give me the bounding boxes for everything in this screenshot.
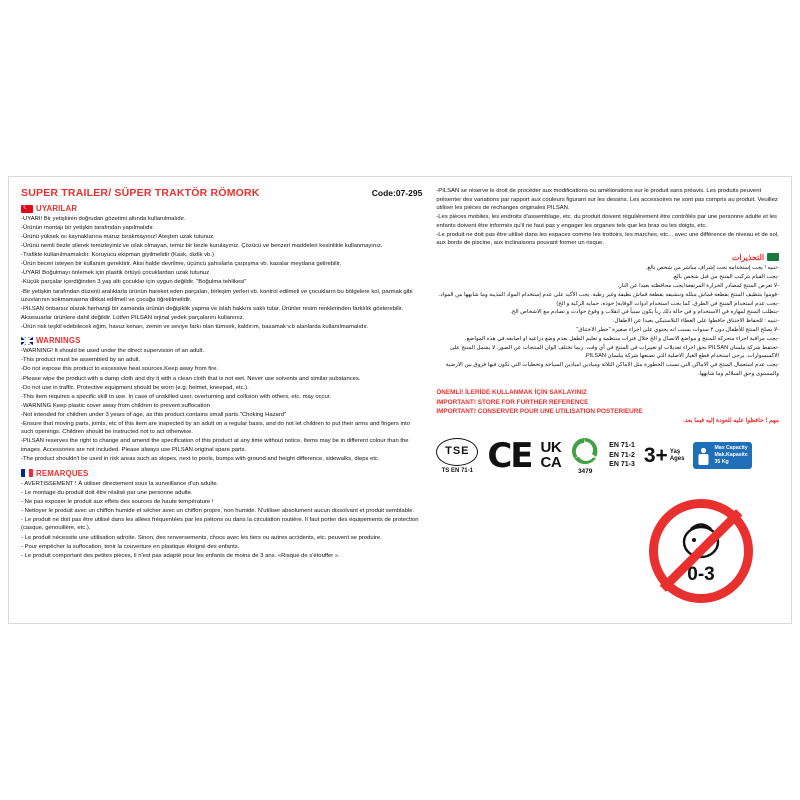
list-item: - Le produit nécessite une utilisation adroite. Sinon, des renversements, chocs avec les tiers ou autres accidents, etc. peuvent se produire. bbox=[21, 534, 382, 541]
gb-flag-icon bbox=[21, 337, 33, 345]
list-item: -UYARI Boğulmayı önlemek için plastik örtüyü çocuklardan uzak tutunuz bbox=[21, 270, 210, 277]
section-title-en: WARNINGS bbox=[36, 336, 81, 346]
list-item: -This item requires a specific skill to use. In case of unskilled user, overturning and collision with others, etc. may occur. bbox=[21, 393, 332, 400]
section-body-fr-continued bbox=[436, 187, 779, 248]
list-item: -لا يصلح المنتج للأطفال دون ٣ سنوات بسبب انه يحتوي على اجزاء صغيرة "خطر الاختناق" bbox=[576, 327, 779, 334]
ukca-mark-icon bbox=[541, 441, 562, 470]
list-item: -UYARI! Bir yetişkinin doğrudan gözetimi altında kullanılmalıdır. bbox=[21, 216, 186, 222]
list-item: -PILSAN se réserve le droit de procéder aux modifications ou améliorations sur le produit sans préavis. Les produits peuvent présenter des variations par rapport aux couleurs figurant sur les dessins. Les accessoires ne sont pas compris au produit. Veuillez utiliser les pièces de rechanges originales PILSAN. bbox=[436, 188, 778, 212]
capacity-value: 35 Kg bbox=[714, 458, 729, 465]
keep-note-ar: مهم ! حافظوا عليه للعودة إليه فيما بعد. bbox=[683, 417, 779, 424]
list-item: - Le produit ne doit pas être utilisé dans les allées fréquentées par les piétons ou dans la circulation routière. Il faut porter des équipements de protection (casque, genouillère, etc.). bbox=[21, 516, 419, 532]
list-item: -WARNING! It should be used under the direct supervision of an adult. bbox=[21, 348, 205, 355]
age-word-en: Ages bbox=[669, 455, 685, 462]
section-header-fr bbox=[21, 469, 422, 478]
right-column bbox=[430, 187, 779, 617]
standard-item: EN 71-2 bbox=[609, 451, 635, 459]
recycle-number: 3479 bbox=[577, 467, 593, 475]
product-code: Code:07-295 bbox=[371, 188, 423, 198]
ukca-line1: UK bbox=[540, 439, 562, 457]
section-body-ar bbox=[436, 264, 779, 378]
list-item: -يجب القيام بتركيب المنتج من قبل شخص بالغ. bbox=[672, 273, 779, 280]
list-item: -يجب عدم استعمال المنتج في الاماكن التي تسبب الخطورة مثل الاماكن الثلاثة وميادين اميادين السياحة وتخطيات التي تكون فيها فروق بين الارضية والمستوى وحق السلالم وما شابهها. bbox=[445, 362, 779, 377]
green-dot-recycle-icon bbox=[570, 436, 600, 476]
section-header-tr bbox=[21, 204, 422, 213]
capacity-text bbox=[714, 445, 747, 465]
list-item: -The product shouldn't be used in risk areas such as slopes, next to pools, bumps with ground and height difference, sidewalks, dieps etc. bbox=[21, 456, 380, 463]
age-word-tr: Yaş bbox=[669, 448, 681, 455]
list-item: -Ürünü yüksek ısı kaynaklarına maruz bırakmayınız! Ateşten uzak tutunuz. bbox=[21, 234, 215, 241]
capacity-line-tr: Mak.Kapasite bbox=[714, 452, 748, 459]
fr-flag-icon bbox=[21, 469, 33, 477]
list-item: - Nettoyer le produit avec un chiffon humide et sécher avec un chiffon propre, non humide. N'utiliser absolument aucun dissolvant et produit semblable. bbox=[21, 507, 415, 514]
title-row bbox=[21, 187, 422, 199]
section-body-en bbox=[21, 347, 422, 463]
keep-note-fr: IMPORTANT! CONSERVER POUR UNE UTILISATION POSTERIEURE bbox=[436, 408, 643, 416]
list-item: -Do not use in traffic. Protective equipment should be worn (e.g. helmet, kneepad, etc.). bbox=[21, 384, 249, 391]
warning-label-sheet bbox=[8, 176, 792, 624]
section-header-ar bbox=[436, 253, 779, 262]
list-item: - Ne pas exposer le produit aux effets des sources de haute température ! bbox=[21, 498, 214, 505]
list-item: -WARNING Keep plastic cover away from children to prevent suffocation bbox=[21, 402, 210, 409]
list-item: -Please wipe the product with a damp cloth and dry it with a clean cloth that is not wet. Never use solvents and similar substances. bbox=[21, 375, 361, 382]
ukca-line2: CA bbox=[540, 453, 562, 471]
list-item: - Pour empêcher la suffocation, tenir la couverture en plastique éloigné des enfants. bbox=[21, 543, 240, 550]
list-item: -Le produit ne doit pas être utilisé dans les espaces comme les trottoirs, les marches, etc... avec une différence de niveau et de sol, aux bords de piscine, aux inclinaisons pouvant former un risque. bbox=[436, 231, 779, 247]
list-item: -PILSAN reserves the right to change and amend the specification of this product at any time without notice. Items may be in different colour than the images. Accessories are not included. Please always use PILSAN original spare parts. bbox=[21, 438, 409, 453]
prohibited-age-range: 0-3 bbox=[687, 564, 715, 585]
age-number: 3+ bbox=[643, 444, 668, 468]
list-item: -تنبيه : للحفاظ الاختناق حافظوا على الغطاء البلاستيكي بعيدا عن الاطفال. bbox=[612, 318, 779, 325]
age-3-plus-icon bbox=[644, 445, 685, 466]
list-item: -Trafikte kullanılmamalıdır. Koruyucu ekipman giyilmelidir (Kask, dizlik vb.) bbox=[21, 252, 214, 259]
list-item: -يجب عدم استخدام المنتج في الطرق. كما يجب استخدام ادوات الوقاية( خوذة، حماية الركبة و الخ) bbox=[556, 300, 779, 307]
list-item: -يجب مراقبة اجزاء متحركة للمنتج و مواضع الاتصال و الخ خلال فترات منتظمة و تعليم الطفل بعدم وضع ذراعيه او اصابعه في هذه المواضع. bbox=[465, 336, 779, 343]
list-item: -This product must be assembled by an adult. bbox=[21, 357, 141, 364]
standard-item: EN 71-1 bbox=[609, 442, 635, 450]
list-item: - AVERTISSEMENT ! À utiliser directement sous la surveillance d'un adulte. bbox=[21, 480, 219, 487]
section-title-ar: التحذيرات bbox=[731, 252, 764, 262]
keep-note-tr: ÖNEMLİ! İLERİDE KULLANMAK İÇİN SAKLAYINIZ bbox=[436, 389, 587, 397]
list-item: -Ürün beceri isteyen bir kullanım gerektirir. Aksi halde devrilme, üçüncü şahıslarla çarpışma vb. kazalar meydana gelirebilir. bbox=[21, 261, 342, 268]
list-item: - Le montage du produit doit être réalisé par une personne adulte. bbox=[21, 489, 193, 496]
list-item: -لا تعرض المنتج لمصادر الحرارة المرتفعة!يجب محافظته بعيدا عن النار. bbox=[617, 282, 779, 289]
list-item: - Le produit comportant des petites pièces, il n'est pas adapté pour les enfants de moins de 3 ans. «Risque de s'étouffer ». bbox=[21, 552, 340, 559]
weight-pictogram-icon bbox=[696, 447, 711, 465]
standard-item: EN 71-3 bbox=[609, 461, 635, 469]
certification-marks-row bbox=[436, 436, 779, 476]
product-title: SUPER TRAILER/ SÜPER TRAKTÖR RÖMORK bbox=[21, 187, 260, 199]
list-item: -Not intended for children under 3 years of age, as this product contains small parts."Choking Hazard" bbox=[21, 411, 287, 418]
standards-list bbox=[609, 441, 635, 469]
section-body-fr bbox=[21, 480, 422, 561]
tse-oval-text: TSE bbox=[436, 438, 478, 466]
list-item: -Küçük parçalar içerdiğinden 3 yaş altı çocuklar için uygun değildir. "Boğulma tehlikesi" bbox=[21, 279, 247, 286]
list-item: -قوموا بتنظيف المنتج بقطعة قماش مبللة وتنشيفه بقطعة قماش نظيفة وغير رطبة. يجب الأكيد على عدم إستخدام المواد المذيبة وما شابهها من المواد. bbox=[438, 291, 779, 298]
ce-mark-icon: CE bbox=[487, 435, 532, 476]
list-item: -تنبيه ! يجب إستخدامه تحت إشراف مباشر من شخص بالغ. bbox=[645, 264, 779, 271]
left-column bbox=[21, 187, 430, 617]
section-header-en bbox=[21, 336, 422, 345]
list-item: -تحتفظ شركة بيلسان PILSAN بحق اجراء تعديلات او تغييرات في المنتج في أي وقت. ربما تختلف الوان المنتجات عن الصور. لا يشمل المنتج على الاكسسوارات. يرجى استخدام قطع الغيار الاصلية التي تصنعها شركة بيلسان PILSAN. bbox=[450, 344, 779, 360]
list-item: -Les pièces mobiles, les endroits d'assemblage, etc. du produit doivent régulièrement être contrôlés par une personne adulte et les enfants doivent être informés qu'il ne faut pas y engager les organes tels que les bras ou les doigts, etc. bbox=[436, 214, 778, 229]
section-body-tr bbox=[21, 215, 422, 331]
section-title-fr: REMARQUES bbox=[36, 468, 89, 478]
list-item: -يتطلب المنتج لمهارة في الاستخدام و في حالة ذلك رباً يكون سبباً في انقلاب و وقوع حوادث و تصادم مع الاشخاص الخ. bbox=[510, 309, 779, 316]
no-children-under-three-icon bbox=[649, 499, 753, 603]
arabic-block bbox=[436, 253, 779, 378]
section-title-tr: UYARILAR bbox=[36, 204, 78, 213]
label-columns bbox=[9, 177, 791, 623]
tse-standard-label: TS EN 71-1 bbox=[441, 467, 473, 474]
sa-flag-icon bbox=[767, 253, 779, 261]
list-item: -Do not expose this product to excessive heat sources.Keep away from fire. bbox=[21, 366, 219, 373]
list-item: -Ürün risk teşkil edebilecek eğim, havuz kenarı, zemin ve seviye farkı olan tümsek, kaldırım, basamak v.b alanlarda kullanılmamalıdır. bbox=[21, 323, 369, 330]
list-item: -Ensure that moving parts, joints, etc of this item are inspected by an adult on a regular basis, and do not let children to put their arms and fingers into such openings. Children should be instructed not to act otherwise. bbox=[21, 420, 410, 436]
tr-flag-icon bbox=[21, 205, 33, 213]
capacity-line-en: Max Capacity bbox=[714, 445, 748, 452]
max-capacity-icon bbox=[693, 442, 751, 468]
keep-for-reference-note bbox=[436, 388, 779, 426]
list-item: -Ürünü nemli bezle silerek temizleyiniz ve ıslak olmayan, temiz bir bezle kurulayınız. Çözücü ve benzeri maddeleri kesinlikle kullanmayınız. bbox=[21, 243, 383, 250]
list-item: -PILSAN önbarsız olarak herhangi bir zamanda ürünün değişiklik yapma ve islah hakkını saklı tutar. Ürünler resim renklerinden farklılık gösterebilir. Aksesuarlar ürünlere dahil değildir. Lütfen PILSAN orjinal yedek parçalarını kullanınız. bbox=[21, 306, 404, 321]
age-words bbox=[670, 449, 685, 463]
list-item: -Bir yetişkin tarafından düzenli aralıklarla ürünün hareket eden parçaları, birleşim yerleri vb. kontrol edilmeli ve çocukların bu bölgelere kol, parmak gibi uzuvlarının sokmamasına dikkat edilmeli ve çocuğa öğretilmelidir. bbox=[21, 288, 413, 304]
keep-note-en: IMPORTANT! STORE FOR FURTHER REFERENCE bbox=[436, 398, 589, 406]
list-item: -Ürünün montajı bir yetişkin tarafından yapılmalıdır. bbox=[21, 225, 155, 232]
tse-certification-icon bbox=[436, 438, 478, 474]
